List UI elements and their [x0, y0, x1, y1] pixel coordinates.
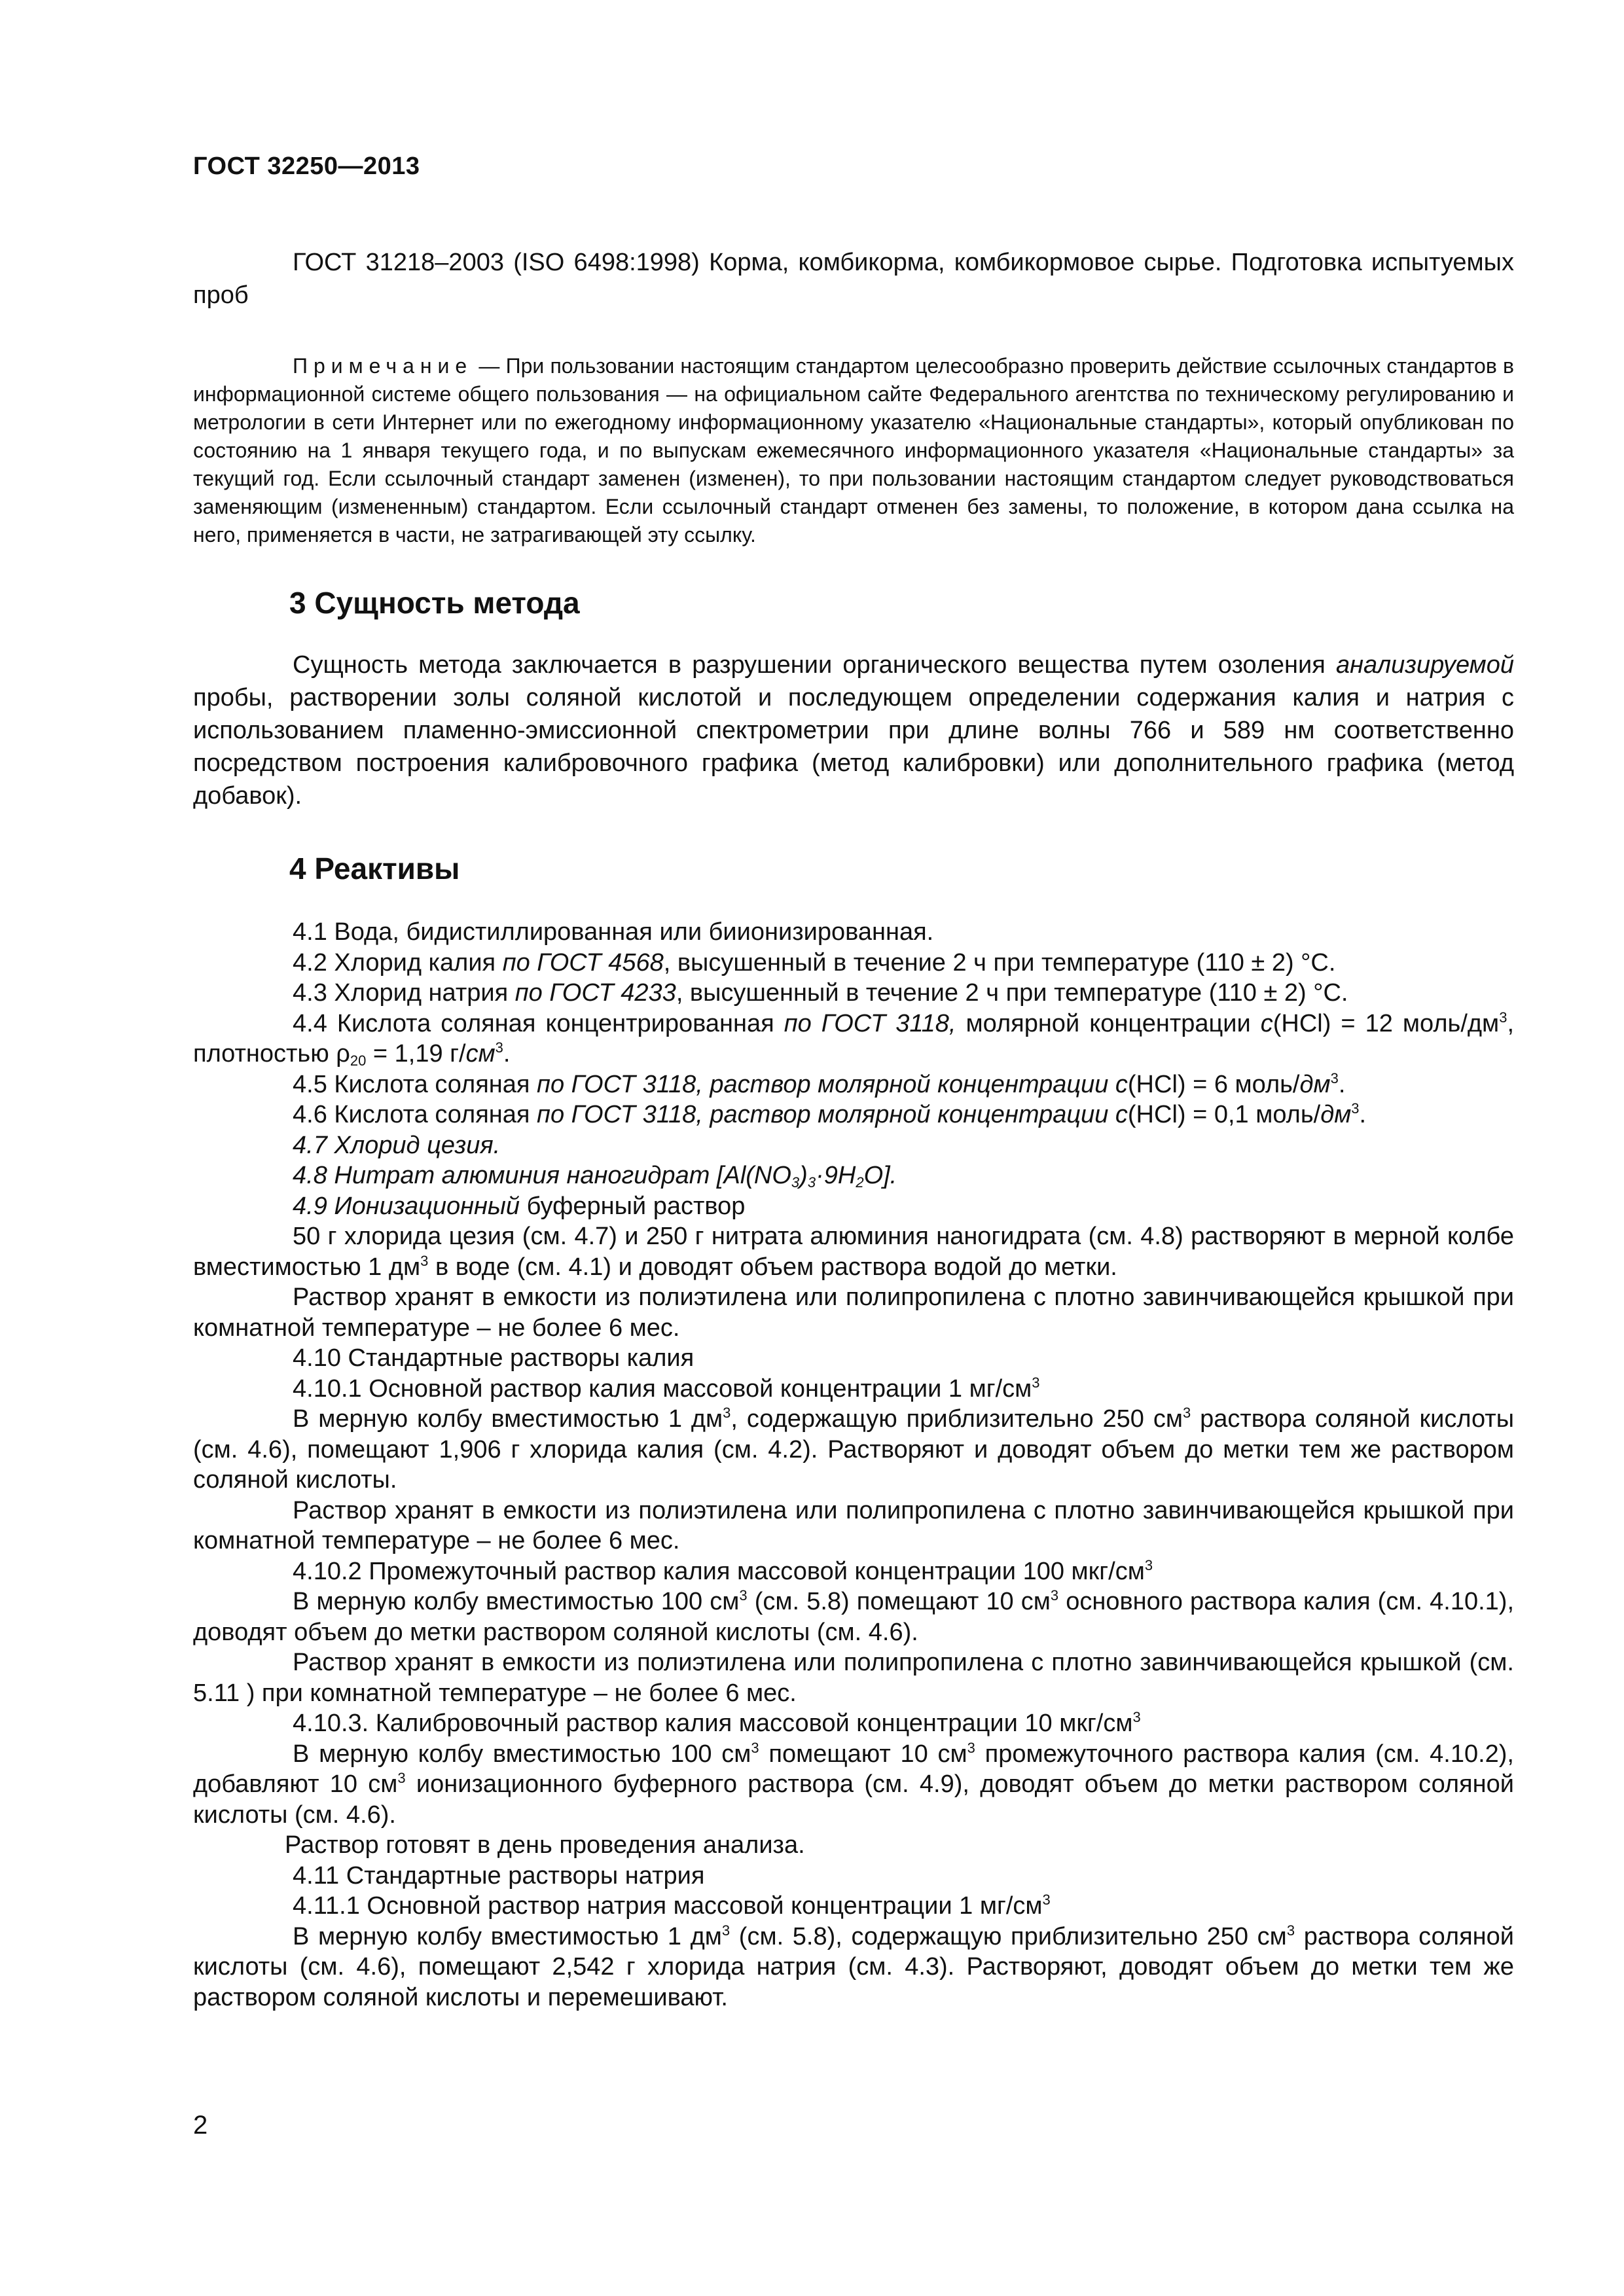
- item-4-10-2-text-1: В мерную колбу вместимостью 100 $см^3$ (см. 5.8) помещают 10 $см^3$ основного раствора калия (см. 4.10.1), доводят объем до метки раствором соляной кислоты (см. 4.6).: [193, 1587, 1514, 1646]
- item-4-5: 4.5 Кислота соляная по ГОСТ 3118, раствор молярной концентрации с(HCl) = 6 моль/$дм^3$.: [293, 1069, 1346, 1098]
- item-4-10: 4.10 Стандартные растворы калия: [293, 1344, 695, 1372]
- item-4-11: 4.11 Стандартные растворы натрия: [293, 1861, 705, 1890]
- item-4-9: 4.9 Ионизационный буферный раствор: [293, 1192, 746, 1220]
- item-4-10-2: 4.10.2 Промежуточный раствор калия массовой концентрации 100 мкг/$см^3$: [293, 1556, 1153, 1585]
- item-4-9-text-2: Раствор хранят в емкости из полиэтилена или полипропилена с плотно завинчивающейся крышкой при комнатной температуре – не более 6 мес.: [193, 1283, 1514, 1342]
- item-4-7: 4.7 Хлорид цезия.: [293, 1131, 501, 1159]
- page-content: [193, 246, 1514, 2013]
- note-paragraph: [193, 352, 1514, 549]
- item-4-3: 4.3 Хлорид натрия по ГОСТ 4233, высушенный в течение 2 ч при температуре (110 ± 2) °С.: [293, 979, 1348, 1007]
- section-4-heading: 4 Реактивы: [289, 852, 460, 886]
- item-4-10-1-text-2: Раствор хранят в емкости из полиэтилена или полипропилена с плотно завинчивающейся крышкой при комнатной температуре – не более 6 мес.: [193, 1496, 1514, 1554]
- item-4-11-1-text-1: В мерную колбу вместимостью 1 $дм^3$ (см. 5.8), содержащую приблизительно 250 $см^3$ раствора соляной кислоты (см. 4.6), помещают 2,542 г хлорида натрия (см. 4.3). Растворяют, доводят объем до метки тем же раствором соляной кислоты и перемешивают.: [193, 1922, 1514, 2011]
- note-label: Примечание: [293, 354, 473, 378]
- section-3-text: Сущность метода заключается в разрушении органического вещества путем озоления анализируемой пробы, растворении золы соляной кислотой и последующем определении содержания калия и натрия с использованием пламенно-эмиссионной спектрометрии при длине волны 766 и 589 нм соответственно посредством построения калибровочного графика (метод калибровки) или дополнительного графика (метод добавок).: [193, 651, 1514, 810]
- normative-reference-gost-31218: ГОСТ 31218–2003 (ISO 6498:1998) Корма, комбикорма, комбикормовое сырье. Подготовка испытуемых проб: [193, 249, 1514, 309]
- page-number: 2: [193, 2111, 208, 2140]
- note-text: — При пользовании настоящим стандартом целесообразно проверить действие ссылочных стандартов в информационной системе общего пользования — на официальном сайте Федерального агентства по техническому регулированию и метрологии в сети Интернет или по ежегодному информационному указателю «Национальные стандарты», который опубликован по состоянию на 1 января текущего года, и по выпускам ежемесячного информационного указателя «Национальные стандарты» за текущий год. Если ссылочный стандарт заменен (изменен), то при пользовании настоящим стандартом следует руководствоваться заменяющим (измененным) стандартом. Если ссылочный стандарт отменен без замены, то положение, в котором дана ссылка на него, применяется в части, не затрагивающей эту ссылку.: [193, 354, 1515, 547]
- item-4-10-1: 4.10.1 Основной раствор калия массовой концентрации 1 $мг/см^3$: [293, 1374, 1040, 1403]
- item-4-10-3-text-2: Раствор готовят в день проведения анализа.: [285, 1831, 805, 1859]
- item-4-9-text-1: 50 г хлорида цезия (см. 4.7) и 250 г нитрата алюминия наногидрата (см. 4.8) растворяют в мерной колбе вместимостью 1 $дм^3$ в воде (см. 4.1) и доводят объем раствора водой до метки.: [193, 1223, 1514, 1281]
- section-3-heading: 3 Сущность метода: [289, 586, 580, 620]
- item-4-1: 4.1 Вода, бидистиллированная или биионизированная.: [293, 918, 934, 946]
- item-4-4: 4.4 Кислота соляная концентрированная по ГОСТ 3118, молярной концентрации с(HCl) = 12 моль/$дм^3$, плотностью $\rho_{20} = 1,19$ $г/см^3$.: [193, 1009, 1514, 1069]
- item-4-10-1-text-1: В мерную колбу вместимостью 1 $дм^3$, содержащую приблизительно 250 $см^3$ раствора соляной кислоты (см. 4.6), помещают 1,906 г хлорида калия (см. 4.2). Растворяют и доводят объем до метки тем же раствором соляной кислоты.: [193, 1405, 1515, 1494]
- document-header: ГОСТ 32250—2013: [193, 152, 420, 180]
- item-4-10-3-text-1: В мерную колбу вместимостью 100 $см^3$ помещают 10 $см^3$ промежуточного раствора калия (см. 4.10.2), добавляют 10 $см^3$ ионизационного буферного раствора (см. 4.9), доводят объем до метки раствором соляной кислоты (см. 4.6).: [193, 1739, 1514, 1829]
- item-4-10-3: 4.10.3. Калибровочный раствор калия массовой концентрации 10 мкг/$см^3$: [293, 1709, 1141, 1737]
- item-4-8: 4.8 Нитрат алюминия наногидрат $[Al(NO_3)_3\cdot 9H_2O]$.: [293, 1162, 897, 1191]
- item-4-2: 4.2 Хлорид калия по ГОСТ 4568, высушенный в течение 2 ч при температуре (110 ± 2) °С.: [293, 948, 1336, 977]
- item-4-6: 4.6 Кислота соляная по ГОСТ 3118, раствор молярной концентрации с(HCl) = 0,1 моль/$дм^3$.: [293, 1100, 1367, 1128]
- item-4-10-2-text-2: Раствор хранят в емкости из полиэтилена или полипропилена с плотно завинчивающейся крышкой (см. 5.11 ) при комнатной температуре – не более 6 мес.: [193, 1649, 1514, 1707]
- item-4-11-1: 4.11.1 Основной раствор натрия массовой концентрации 1 $мг/см^3$: [293, 1892, 1051, 1920]
